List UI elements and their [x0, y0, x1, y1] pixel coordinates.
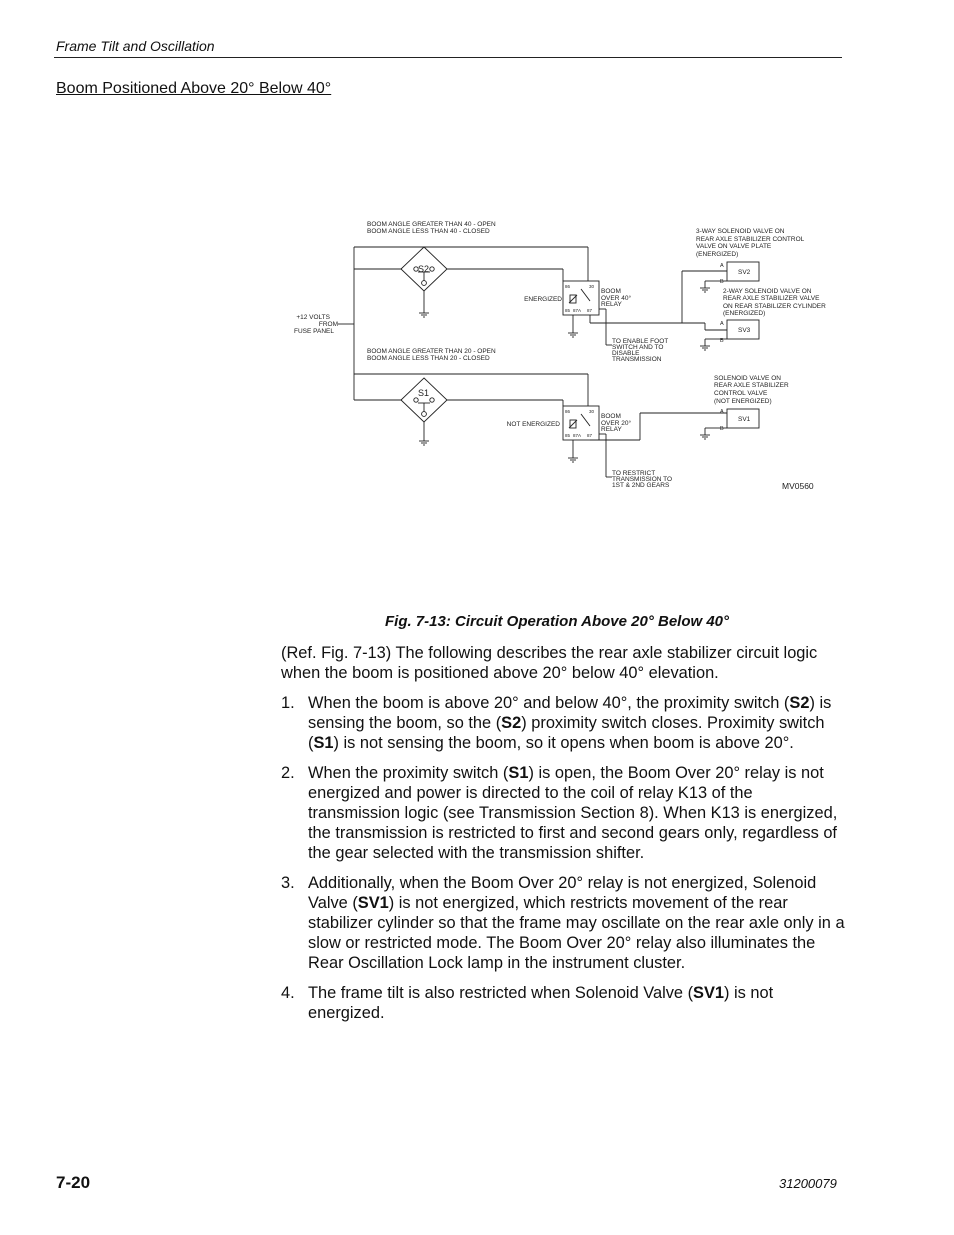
supply-label-3: FUSE PANEL	[294, 328, 334, 335]
relay40-name-2: OVER 40°	[601, 295, 632, 302]
s2-condition-2: BOOM ANGLE LESS THAN 40 - CLOSED	[367, 228, 490, 235]
sv1-desc-2: REAR AXLE STABILIZER	[714, 382, 789, 389]
sv3-desc-3: ON REAR STABILIZER CYLINDER	[723, 303, 826, 310]
sv3-label: SV3	[738, 327, 751, 334]
sv2-desc-1: 3-WAY SOLENOID VALVE ON	[696, 228, 785, 235]
steps-list	[281, 693, 846, 1033]
sv2-label: SV2	[738, 269, 751, 276]
relay20-name-3: RELAY	[601, 426, 622, 433]
step-text: When the proximity switch (	[308, 764, 509, 782]
sv3-term-a: A	[720, 321, 724, 327]
sv1-term-a: A	[720, 409, 724, 415]
relay20-out-1: TO RESTRICT	[612, 470, 656, 477]
step-bold-term: SV1	[357, 894, 389, 912]
relay20-pin30: 30	[589, 409, 595, 414]
step-item	[281, 873, 846, 973]
relay40-out-1: TO ENABLE FOOT	[612, 338, 669, 345]
step-bold-term: S1	[313, 734, 334, 752]
intro-paragraph: (Ref. Fig. 7-13) The following describes the rear axle stabilizer circuit logic when the boom is positioned above 20° below 40° elevation.	[281, 644, 818, 682]
step-text: ) proximity switch closes. Proximity switch (	[308, 714, 825, 752]
step-text: Additionally, when the Boom Over 20° relay is not energized, Solenoid Valve (	[308, 874, 817, 912]
relay20-out-2: TRANSMISSION TO	[612, 476, 673, 483]
relay40-pin30: 30	[589, 284, 595, 289]
relay40-out-3: DISABLE	[612, 350, 640, 357]
relay20-name-2: OVER 20°	[601, 420, 632, 427]
sv3-desc-1: 2-WAY SOLENOID VALVE ON	[723, 288, 812, 295]
sv2-term-a: A	[720, 263, 724, 269]
s2-switch-label: S2	[418, 264, 430, 274]
relay40-pin87a: 87A	[573, 308, 582, 313]
s1-condition-1: BOOM ANGLE GREATER THAN 20 - OPEN	[367, 348, 496, 355]
step-text: ) is not sensing the boom, so it opens when boom is above 20°.	[333, 734, 794, 752]
step-text: ) is open, the Boom Over 20° relay is not energized and power is directed to the coil of relay K13 of the transmission logic (see Transmission Section 8). When K13 is energized, the transmission is restricted to first and second gears only, regardless of the gear selected with the transmission shifter.	[308, 764, 838, 862]
relay20-out-3: 1ST & 2ND GEARS	[612, 482, 670, 489]
sv2-desc-4: (ENERGIZED)	[696, 251, 739, 258]
step-text: ) is not energized, which restricts movement of the rear stabilizer cylinder so that the frame may oscillate on the rear axle only in a slow or restricted mode. The Boom Over 20° relay also illuminates the Rear Oscillation Lock lamp in the instrument cluster.	[308, 894, 845, 972]
sv3-term-b: B	[720, 338, 724, 344]
relay20-pin86: 86	[565, 409, 571, 414]
relay40-pin86: 86	[565, 284, 571, 289]
step-item	[281, 763, 846, 863]
header-rule	[54, 57, 842, 58]
relay40-out-2: SWITCH AND TO	[612, 344, 664, 351]
s1-condition-2: BOOM ANGLE LESS THAN 20 - CLOSED	[367, 355, 490, 362]
step-bold-term: SV1	[693, 984, 725, 1002]
relay40-out-4: TRANSMISSION	[612, 356, 662, 363]
relay20-pin87: 87	[587, 433, 593, 438]
step-text: When the boom is above 20° and below 40°, the proximity switch (	[308, 694, 790, 712]
relay40-name-3: RELAY	[601, 301, 622, 308]
relay40-state: ENERGIZED	[524, 296, 562, 303]
sv1-desc-3: CONTROL VALVE	[714, 390, 768, 397]
sv2-term-b: B	[720, 279, 724, 285]
page-number: 7-20	[56, 1173, 91, 1192]
document-number: 31200079	[779, 1176, 837, 1191]
step-number: 3.	[281, 874, 295, 892]
relay40-pin85: 85	[565, 308, 571, 313]
sv3-desc-2: REAR AXLE STABILIZER VALVE	[723, 295, 820, 302]
figure-caption: Fig. 7-13: Circuit Operation Above 20° Below 40°	[384, 613, 730, 630]
relay40-pin87: 87	[587, 308, 593, 313]
sv1-label: SV1	[738, 416, 751, 423]
step-number: 1.	[281, 694, 295, 712]
s2-condition-1: BOOM ANGLE GREATER THAN 40 - OPEN	[367, 221, 496, 228]
section-title: Boom Positioned Above 20° Below 40°	[56, 80, 332, 97]
relay20-name-1: BOOM	[601, 413, 621, 420]
step-bold-term: S2	[501, 714, 522, 732]
step-item	[281, 693, 846, 753]
running-header: Frame Tilt and Oscillation	[56, 38, 215, 54]
sv1-desc-4: (NOT ENERGIZED)	[714, 398, 772, 405]
supply-label-1: +12 VOLTS	[296, 314, 330, 321]
step-number: 4.	[281, 984, 295, 1002]
step-text: The frame tilt is also restricted when Solenoid Valve (	[308, 984, 694, 1002]
sv3-desc-4: (ENERGIZED)	[723, 310, 766, 317]
step-text: ) is sensing the boom, so the (	[308, 694, 832, 732]
relay20-pin85: 85	[565, 433, 571, 438]
step-text: ) is not energized.	[308, 984, 774, 1022]
relay20-state: NOT ENERGIZED	[506, 421, 560, 428]
supply-label-2: FROM	[318, 321, 338, 328]
circuit-diagram	[290, 215, 850, 505]
step-bold-term: S2	[789, 694, 810, 712]
sv1-desc-1: SOLENOID VALVE ON	[714, 375, 781, 382]
sv2-desc-3: VALVE ON VALVE PLATE	[696, 243, 772, 250]
relay40-name-1: BOOM	[601, 288, 621, 295]
figure-code: MV0560	[782, 481, 814, 491]
relay20-pin87a: 87A	[573, 433, 582, 438]
sv2-desc-2: REAR AXLE STABILIZER CONTROL	[696, 236, 805, 243]
step-item	[281, 983, 846, 1023]
step-number: 2.	[281, 764, 295, 782]
step-bold-term: S1	[508, 764, 529, 782]
sv1-term-b: B	[720, 426, 724, 432]
s1-switch-label: S1	[418, 388, 430, 398]
